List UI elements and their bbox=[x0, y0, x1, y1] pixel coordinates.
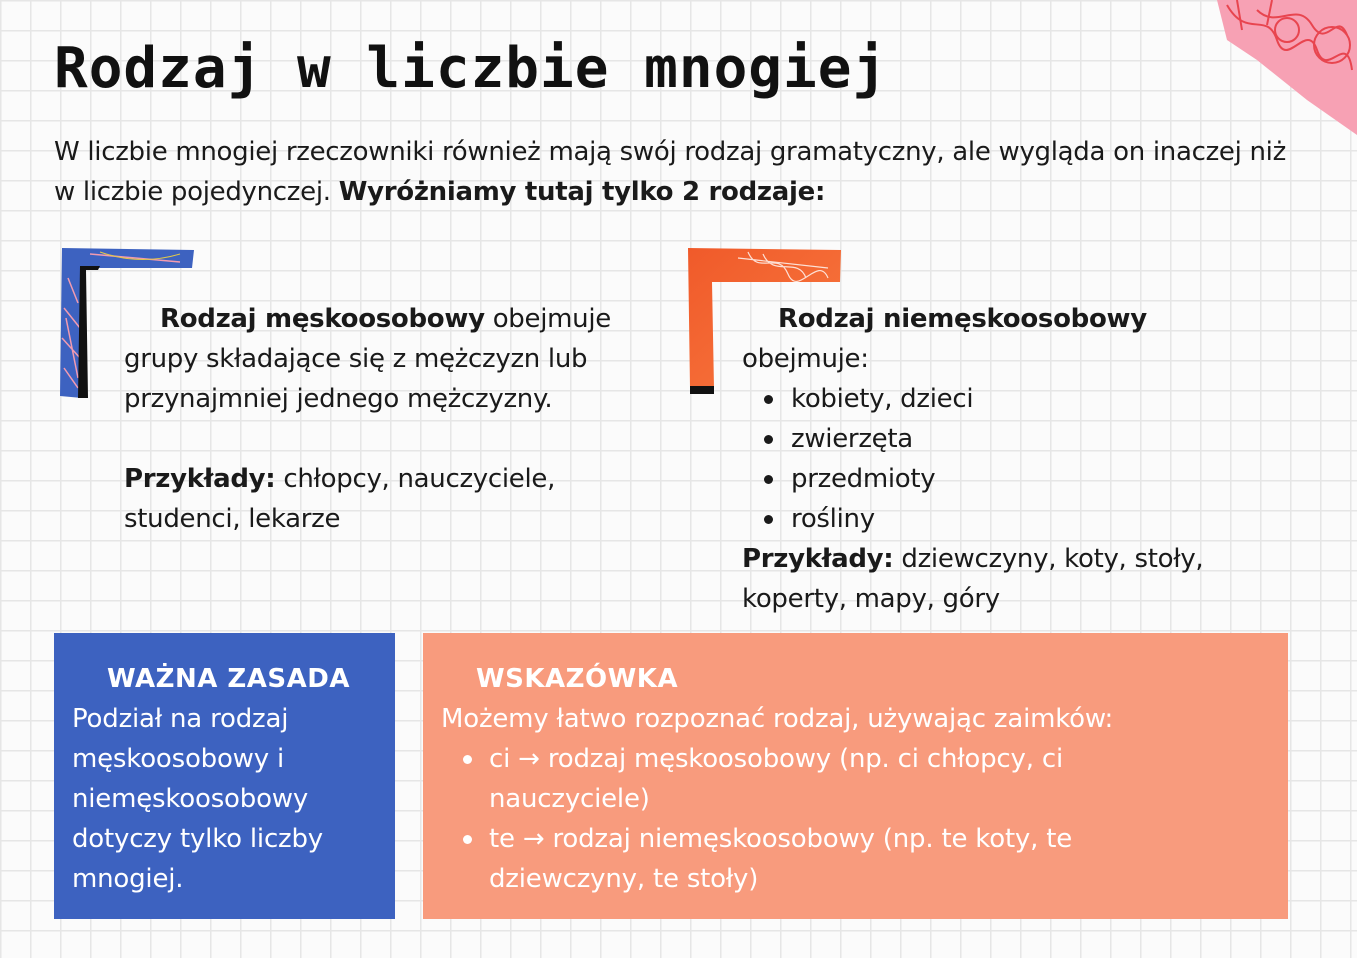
list-item: te → rodzaj niemęskoosobowy (np. te koty, te dziewczyny, te stoły) bbox=[461, 819, 1161, 899]
page-title: Rodzaj w liczbie mnogiej bbox=[54, 36, 888, 101]
masculine-examples-label: Przykłady: bbox=[124, 464, 276, 494]
decorative-corner-shape bbox=[1217, 0, 1357, 135]
tip-title: WSKAZÓWKA bbox=[476, 664, 679, 694]
masculine-heading: Rodzaj męskoosobowy bbox=[160, 304, 485, 334]
rule-text: Podział na rodzaj męskoosobowy i niemęskoosobowy dotyczy tylko liczby mnogiej. bbox=[72, 704, 323, 894]
masculine-description: obejmuje grupy składające się z mężczyzn lub przynajmniej jednego mężczyzny. bbox=[124, 304, 611, 414]
non-masculine-description: obejmuje: bbox=[742, 344, 869, 374]
list-item: rośliny bbox=[762, 499, 1302, 539]
masculine-examples: chłopcy, nauczyciele, studenci, lekarze bbox=[124, 464, 556, 534]
masculine-personal-card bbox=[124, 299, 664, 539]
list-item: ci → rodzaj męskoosobowy (np. ci chłopcy, ci nauczyciele) bbox=[461, 739, 1161, 819]
tip-text: Możemy łatwo rozpoznać rodzaj, używając zaimków: bbox=[441, 704, 1114, 734]
non-masculine-examples-label: Przykłady: bbox=[742, 544, 894, 574]
important-rule-box bbox=[54, 633, 395, 919]
intro-text: W liczbie mnogiej rzeczowniki również mają swój rodzaj gramatyczny, ale wygląda on inaczej niż w liczbie pojedynczej. bbox=[54, 137, 1286, 207]
tip-list bbox=[441, 739, 1161, 899]
non-masculine-heading: Rodzaj niemęskoosobowy bbox=[778, 304, 1147, 334]
list-item: przedmioty bbox=[762, 459, 1302, 499]
non-masculine-list bbox=[742, 379, 1302, 539]
tip-box bbox=[423, 633, 1288, 919]
list-item: zwierzęta bbox=[762, 419, 1302, 459]
non-masculine-examples: dziewczyny, koty, stoły, koperty, mapy, góry bbox=[742, 544, 1204, 614]
intro-paragraph bbox=[54, 132, 1304, 212]
intro-bold-text: Wyróżniamy tutaj tylko 2 rodzaje: bbox=[338, 177, 826, 207]
rule-title: WAŻNA ZASADA bbox=[107, 664, 350, 694]
list-item: kobiety, dzieci bbox=[762, 379, 1302, 419]
non-masculine-personal-card bbox=[742, 299, 1302, 619]
